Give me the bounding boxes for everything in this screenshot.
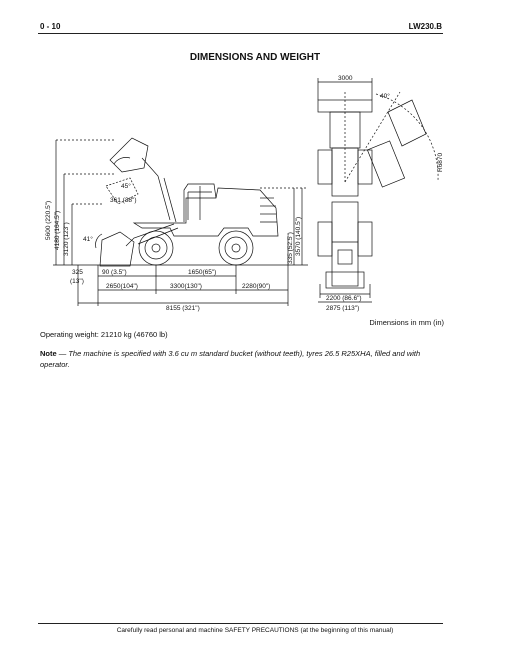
dim-2200-label: 2200 (86.6") (326, 295, 362, 302)
specification-note (40, 348, 448, 370)
dim-335-label: 335 (52.5") (287, 232, 294, 264)
dim-3300-label: 3300(130") (170, 283, 202, 290)
note-dash: — (56, 349, 69, 358)
dim-361-label: 361 (38") (110, 197, 137, 204)
dim-325-inch-label: (13") (70, 278, 84, 285)
radius-r6870-label: R6870 (437, 152, 444, 172)
angle-40-label: 40° (380, 93, 390, 100)
dim-90-label: 90 (3.5") (102, 269, 127, 276)
height-5600-label: 5600 (220.5") (45, 200, 52, 240)
angle-45-label: 45° (121, 183, 131, 190)
dim-3570-label: 3570 (140.5") (295, 216, 302, 256)
dim-2280-label: 2280(90") (242, 283, 271, 290)
note-text: The machine is specified with 3.6 cu m standard bucket (without teeth), tyres 26.5 R25XHA, filled and with operator. (40, 349, 421, 369)
dim-325-label: 325 (72, 269, 83, 276)
top-view-drawing (310, 72, 450, 314)
page-number: 0 - 10 (40, 22, 61, 31)
dim-1650-label: 1650(65") (188, 269, 217, 276)
angle-41-label: 41° (83, 236, 93, 243)
page-title: DIMENSIONS AND WEIGHT (189, 52, 321, 63)
dim-8155-label: 8155 (321") (166, 305, 200, 312)
footer-rule (38, 623, 443, 624)
dim-2875-label: 2875 (113") (326, 305, 360, 312)
height-4180-label: 4180 (164.5") (54, 210, 61, 250)
dim-3000-label: 3000 (338, 75, 353, 82)
side-view-drawing (38, 128, 310, 313)
header-rule (38, 33, 443, 34)
footer-safety-text: Carefully read personal and machine SAFETY PRECAUTIONS (at the beginning of this manual) (116, 627, 394, 634)
height-3120-label: 3120 (123") (63, 222, 70, 256)
operating-weight: Operating weight: 21210 kg (46760 lb) (40, 330, 168, 339)
dimensions-unit-note: Dimensions in mm (in) (369, 318, 444, 327)
note-label: Note (40, 349, 57, 358)
document-code: LW230.B (408, 22, 442, 31)
dim-2650-label: 2650(104") (106, 283, 138, 290)
